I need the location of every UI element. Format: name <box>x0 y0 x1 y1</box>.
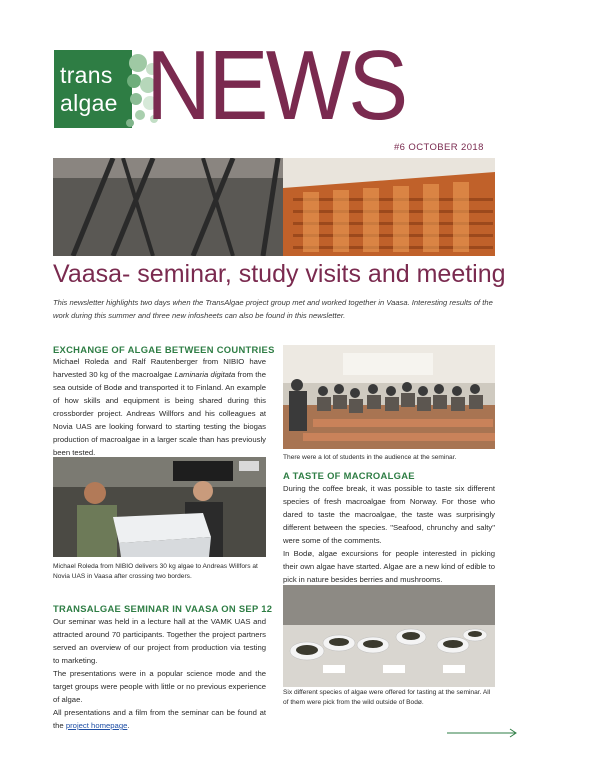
issue-date: #6 OCTOBER 2018 <box>394 142 484 153</box>
taste-paragraph-2: In Bodø, algae excursions for people interested in picking their own algae have started. Algae are a new kind of edible to pick in nature besides berries and mushrooms. <box>283 549 495 584</box>
section-title-taste: A TASTE OF MACROALGAE <box>283 470 415 481</box>
caption-delivery: Michael Roleda from NIBIO delivers 30 kg algae to Andreas Willfors at Novia UAS in Vaasa after crossing two borders. <box>53 563 258 580</box>
caption-tasting: Six different species of algae were offered for tasting at the seminar. All of them were pick from the wild outside of Bodø. <box>283 689 491 706</box>
banner-building-photo <box>53 158 495 256</box>
logo-text-algae: algae <box>60 90 118 116</box>
seminar-text-before-link: All presentations and a film from the seminar can be found at the <box>53 708 266 730</box>
caption-audience: There were a lot of students in the audience at the seminar. <box>283 454 457 461</box>
algae-delivery-photo <box>53 457 266 557</box>
taste-paragraph-1: During the coffee break, it was possible to taste six different species of fresh macroalgae from Norway. For those who dared to taste the macroalgae, the taste was surprisingly different between the species. "Seafood, chrunchy and salty" were some of the comments. <box>283 484 495 545</box>
next-page-arrow-icon[interactable] <box>447 727 519 739</box>
seminar-paragraph-1: Our seminar was held in a lecture hall at the VAMK UAS and attracted around 70 participants. Together the project partners served an overview of our project from production via testing to marketing. <box>53 617 266 665</box>
section-title-exchange: EXCHANGE OF ALGAE BETWEEN COUNTRIES <box>53 344 275 355</box>
section-body-exchange <box>53 355 266 459</box>
seminar-audience-photo <box>283 345 495 449</box>
project-homepage-link[interactable]: project homepage <box>65 721 128 730</box>
seminar-paragraph-3 <box>53 706 266 732</box>
section-title-seminar: TRANSALGAE SEMINAR IN VAASA ON SEP 12 <box>53 603 273 614</box>
logo-text-trans: trans <box>60 62 113 88</box>
section-body-seminar <box>53 615 266 732</box>
intro-paragraph: This newsletter highlights two days when the TransAlgae project group met and worked together in Vaasa. Interesting results of the work during this summer and three new infosheets can also be found in this newsletter. <box>53 298 493 320</box>
seminar-text-after-link: . <box>127 721 130 730</box>
exchange-text-end: from the sea outside of Bodø and transported it to Finland. An example of how skills and equipment is being shared during this crossborder project. Andreas Willfors and his colleagues at Novia UAS are looking forward to starting testing the biogas production of macroalgae in a larger scale than has previously been tested. <box>53 370 266 457</box>
exchange-text-start: Michael Roleda and Ralf Rautenberger from NIBIO have harvested 30 kg of the macroalgae <box>53 357 266 379</box>
news-wordmark: NEWS <box>146 30 406 140</box>
page-headline: Vaasa- seminar, study visits and meeting <box>53 260 506 288</box>
section-body-taste <box>283 482 495 586</box>
algae-tasting-photo <box>283 585 495 687</box>
species-name: Laminaria digitata <box>174 370 236 379</box>
seminar-paragraph-2: The presentations were in a popular science mode and the target groups were people with little or no previous experience of algae. <box>53 669 266 704</box>
